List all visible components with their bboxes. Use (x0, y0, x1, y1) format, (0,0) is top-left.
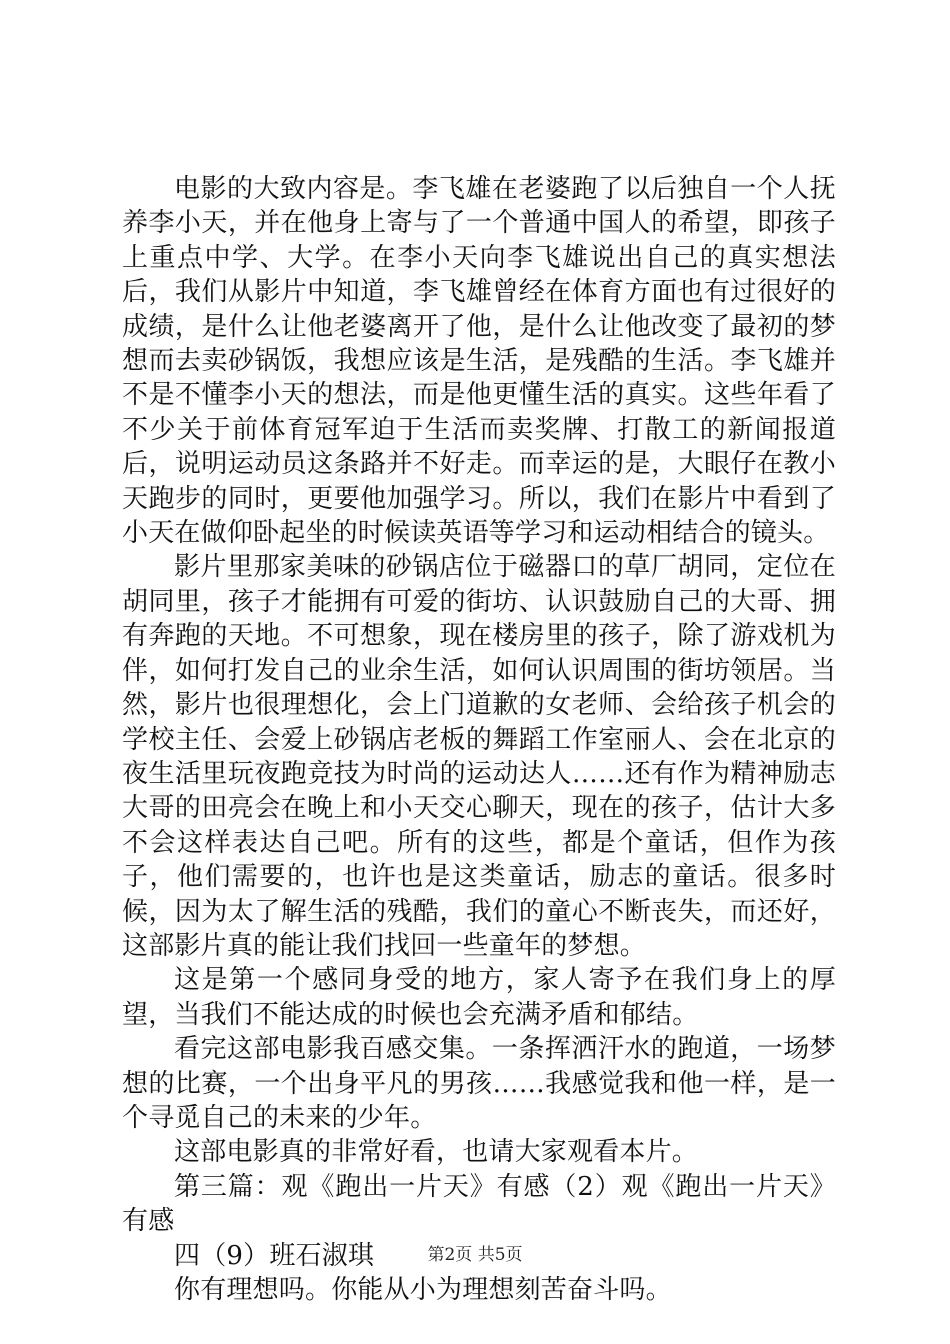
paragraph-hutong-setting: 影片里那家美味的砂锅店位于磁器口的草厂胡同，定位在胡同里，孩子才能拥有可爱的街坊、认识鼓励自己的大哥、拥有奔跑的天地。不可想象，现在楼房里的孩子，除了游戏机为伴，如何打发自己的业余生活，如何认识周围的街坊领居。当然，影片也很理想化，会上门道歉的女老师、会给孩子机会的学校主任、会爱上砂锅店老板的舞蹈工作室丽人、会在北京的夜生活里玩夜跑竞技为时尚的运动达人……还有作为精神励志大哥的田亮会在晚上和小天交心聊天，现在的孩子，估计大多不会这样表达自己吧。所有的这些，都是个童话，但作为孩子，他们需要的，也许也是这类童话，励志的童话。很多时候，因为太了解生活的残酷，我们的童心不断丧失，而还好，这部影片真的能让我们找回一些童年的梦想。 (122, 552, 836, 961)
paragraph-recommendation: 这部电影真的非常好看，也请大家观看本片。 (174, 1137, 699, 1168)
paragraph-family-expectation: 这是第一个感同身受的地方，家人寄予在我们身上的厚望，当我们不能达成的时候也会充满矛盾和郁结。 (122, 965, 836, 1030)
section-heading: 第三篇：观《跑出一片天》有感（2）观《跑出一片天》有感 (122, 1171, 836, 1237)
document-body (122, 172, 836, 1307)
paragraph-film-summary: 电影的大致内容是。李飞雄在老婆跑了以后独自一个人抚养李小天，并在他身上寄与了一个普通中国人的希望，即孩子上重点中学、大学。在李小天向李飞雄说出自己的真实想法后，我们从影片中知道，李飞雄曾经在体育方面也有过很好的成绩，是什么让他老婆离开了他，是什么让他改变了最初的梦想而去卖砂锅饭，我想应该是生活，是残酷的生活。李飞雄并不是不懂李小天的想法，而是他更懂生活的真实。这些年看了不少关于前体育冠军迫于生活而卖奖牌、打散工的新闻报道后，说明运动员这条路并不好走。而幸运的是，大眼仔在教小天跑步的同时，更要他加强学习。所以，我们在影片中看到了小天在做仰卧起坐的时候读英语等学习和运动相结合的镜头。 (122, 174, 836, 549)
page-number-footer: 第2页 共5页 (427, 1245, 523, 1265)
author-line: 四（9）班石淑琪 (174, 1240, 375, 1271)
paragraph-opening-question: 你有理想吗。你能从小为理想刻苦奋斗吗。 (174, 1275, 672, 1305)
paragraph-feelings: 看完这部电影我百感交集。一条挥洒汗水的跑道，一场梦想的比赛，一个出身平凡的男孩……我感觉我和他一样，是一个寻觅自己的未来的少年。 (122, 1034, 836, 1133)
